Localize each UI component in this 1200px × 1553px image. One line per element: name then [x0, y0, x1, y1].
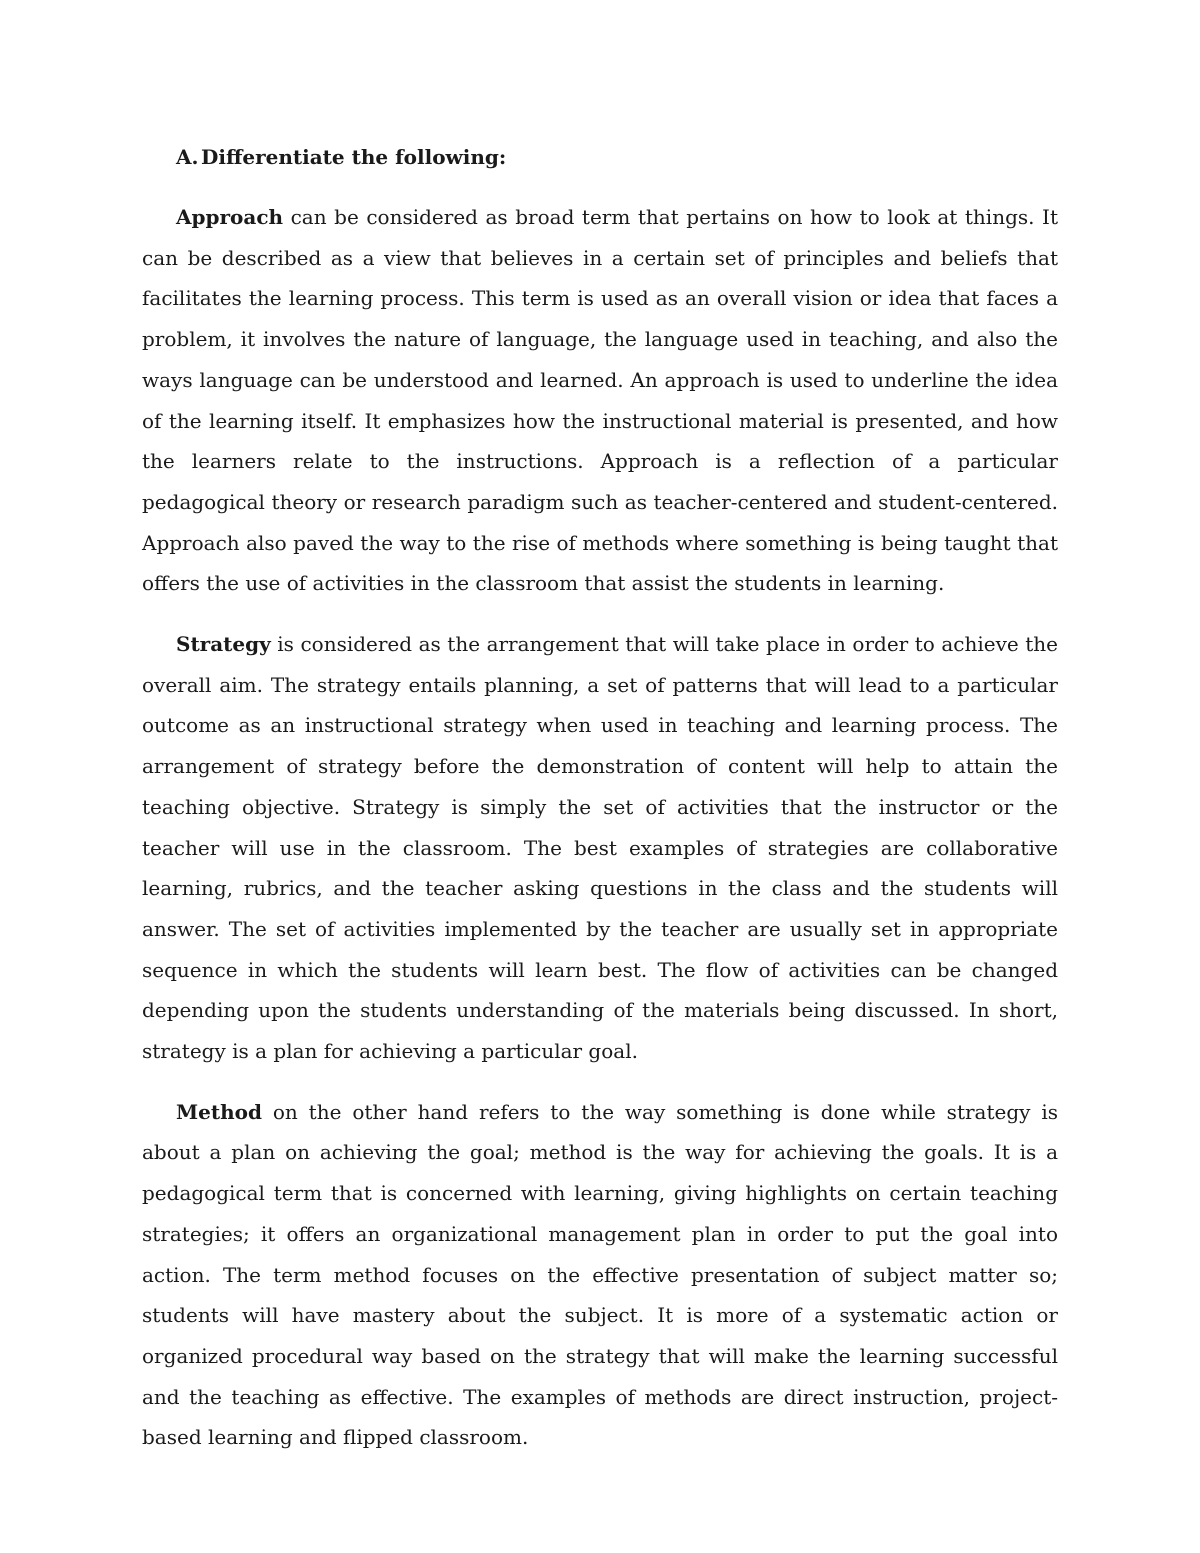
paragraph-method-text: on the other hand refers to the way something is done while strategy is about a plan on achieving the goal; method is the way for achieving the goals. It is a pedagogical term that is concerned with learning, giving highlights on certain teaching strategies; it offers an organizational management plan in order to put the goal into action. The term method focuses on the effective presentation of subject matter so; students will have mastery about the subject. It is more of a systematic action or organized procedural way based on the strategy that will make the learning successful and the teaching as effective. The examples of methods are direct instruction, project-based learning and flipped classroom. — [142, 1099, 1058, 1450]
term-method: Method — [176, 1099, 262, 1124]
document-page — [142, 137, 1058, 1478]
term-approach: Approach — [176, 205, 284, 229]
section-letter: A. — [176, 145, 199, 169]
paragraph-strategy-text: is considered as the arrangement that will take place in order to achieve the overall aim. The strategy entails planning, a set of patterns that will lead to a particular outcome as an instructional strategy when used in teaching and learning process. The arrangement of strategy before the demonstration of content will help to attain the teaching objective. Strategy is simply the set of activities that the instructor or the teacher will use in the classroom. The best examples of strategies are collaborative learning, rubrics, and the teacher asking questions in the class and the students will answer. The set of activities implemented by the teacher are usually set in appropriate sequence in which the students will learn best. The flow of activities can be changed depending upon the students understanding of the materials being discussed. In short, strategy is a plan for achieving a particular goal. — [142, 632, 1058, 1064]
term-strategy: Strategy — [176, 632, 271, 657]
paragraph-approach — [142, 197, 1058, 604]
paragraph-strategy — [142, 624, 1058, 1072]
section-heading — [142, 137, 1058, 177]
paragraph-approach-text: can be considered as broad term that pertains on how to look at things. It can be described as a view that believes in a certain set of principles and beliefs that facilitates the learning process. This term is used as an overall vision or idea that faces a problem, it involves the nature of language, the language used in teaching, and also the ways language can be understood and learned. An approach is used to underline the idea of the learning itself. It emphasizes how the instructional material is presented, and how the learners relate to the instructions. Approach is a reflection of a particular pedagogical theory or research paradigm such as teacher-centered and student-centered. Approach also paved the way to the rise of methods where something is being taught that offers the use of activities in the classroom that assist the students in learning. — [142, 205, 1058, 596]
section-title: Differentiate the following: — [201, 145, 507, 169]
paragraph-method — [142, 1092, 1058, 1458]
